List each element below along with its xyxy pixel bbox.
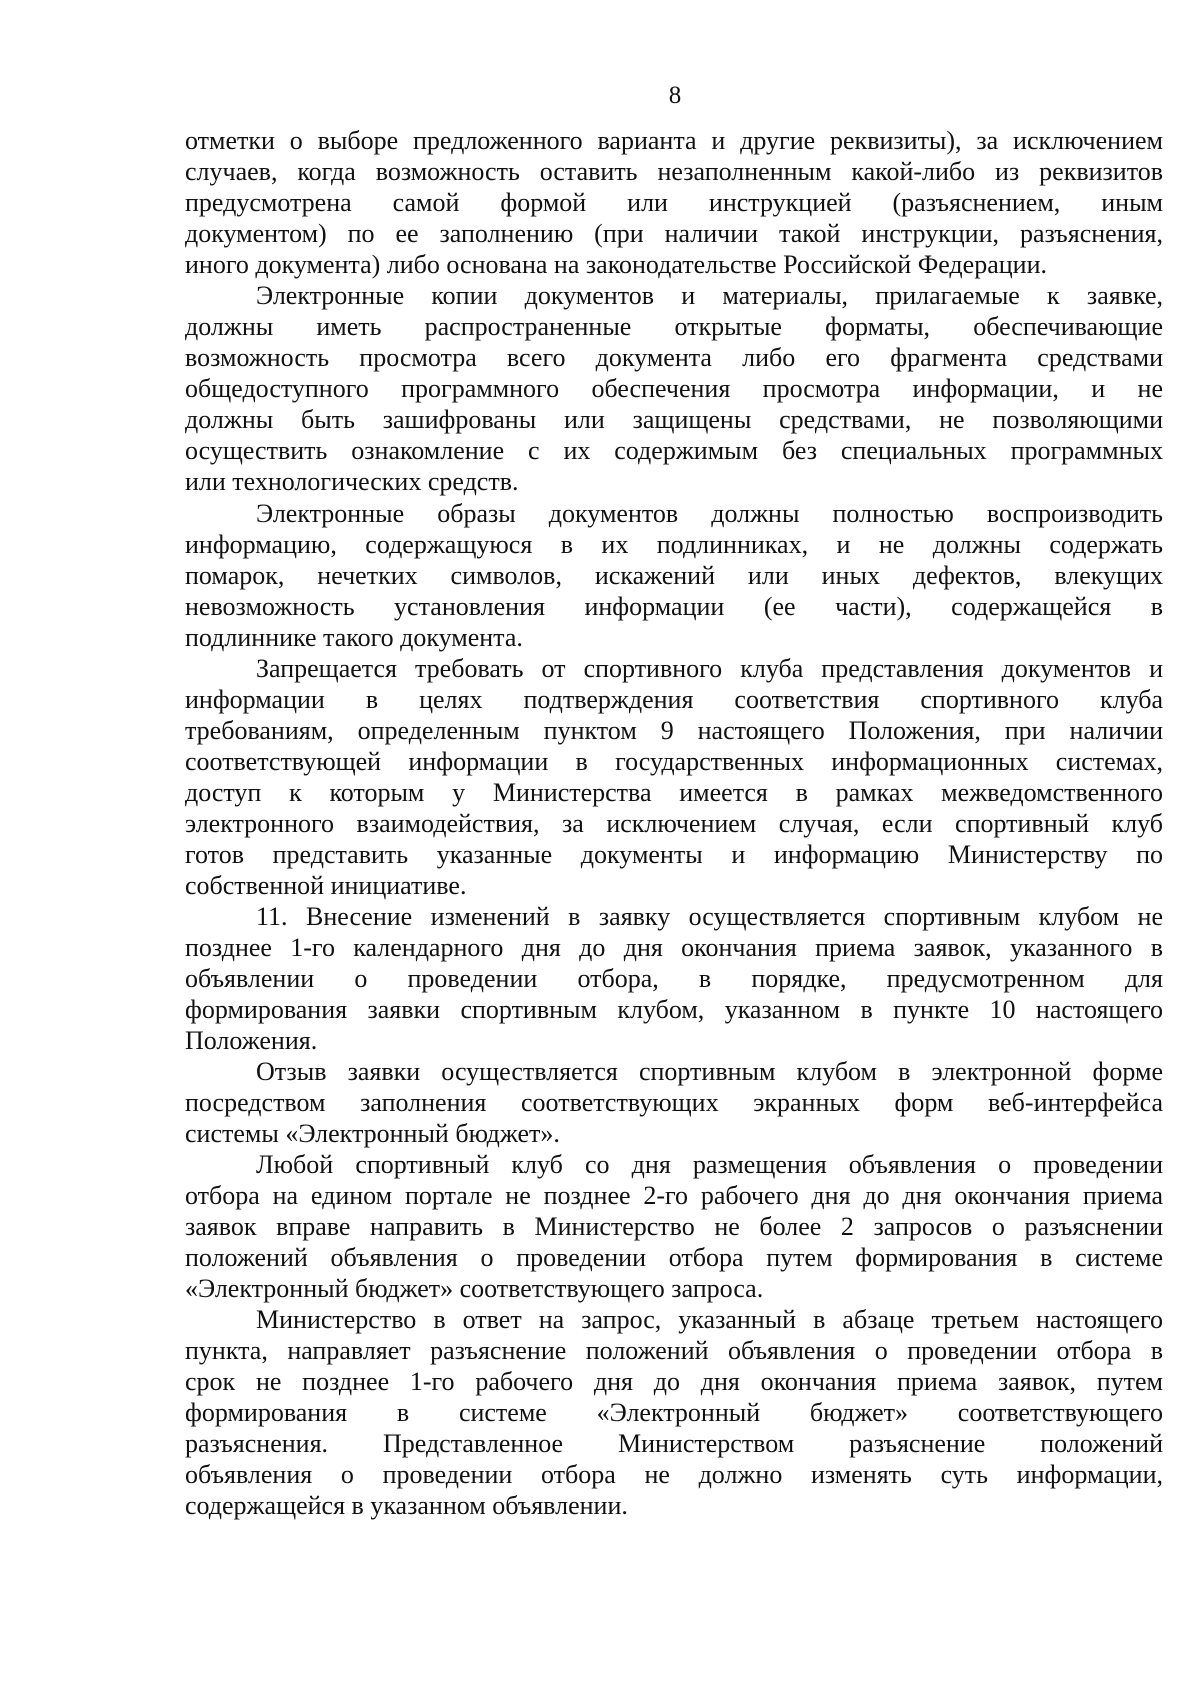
paragraph-line: предусмотрена самой формой или инструкцией (разъяснением, иным [185,188,1163,217]
paragraph-line: помарок, нечетких символов, искажений или иных дефектов, влекущих [185,561,1163,590]
paragraph-line: пункта, направляет разъяснение положений объявления о проведении отбора в [185,1336,1163,1365]
paragraph-line: требованиям, определенным пунктом 9 настоящего Положения, при наличии [185,716,1163,745]
paragraph-line: невозможность установления информации (ее части), содержащейся в [185,592,1163,621]
paragraph-line: формирования в системе «Электронный бюджет» соответствующего [185,1398,1163,1427]
paragraph-line: Запрещается требовать от спортивного клуба представления документов и [256,654,1163,683]
paragraph-line: посредством заполнения соответствующих экранных форм веб-интерфейса [185,1088,1163,1117]
paragraph-line: документом) по ее заполнению (при наличии такой инструкции, разъяснения, [185,219,1163,248]
paragraph-line: «Электронный бюджет» соответствующего запроса. [185,1274,764,1303]
paragraph-line: положений объявления о проведении отбора путем формирования в системе [185,1243,1163,1272]
paragraph-line: Министерство в ответ на запрос, указанный в абзаце третьем настоящего [256,1305,1163,1334]
paragraph-line: соответствующей информации в государственных информационных системах, [185,747,1163,776]
paragraph-line: должны быть зашифрованы или защищены средствами, не позволяющими [185,405,1163,434]
paragraph-line: системы «Электронный бюджет». [185,1119,560,1148]
paragraph-line: возможность просмотра всего документа либо его фрагмента средствами [185,343,1163,372]
paragraph-line: Отзыв заявки осуществляется спортивным клубом в электронной форме [256,1057,1163,1086]
paragraph-line: должны иметь распространенные открытые форматы, обеспечивающие [185,312,1163,341]
paragraph-line: отметки о выборе предложенного варианта и другие реквизиты), за исключением [185,126,1163,155]
paragraph-line: отбора на едином портале не позднее 2-го рабочего дня до дня окончания приема [185,1181,1163,1210]
paragraph-line: срок не позднее 1-го рабочего дня до дня окончания приема заявок, путем [185,1367,1163,1396]
paragraph-line: электронного взаимодействия, за исключением случая, если спортивный клуб [185,809,1163,838]
paragraph-line: осуществить ознакомление с их содержимым без специальных программных [185,436,1163,465]
paragraph-line: позднее 1-го календарного дня до дня окончания приема заявок, указанного в [185,933,1163,962]
paragraph-line: Электронные копии документов и материалы, прилагаемые к заявке, [256,281,1163,310]
paragraph-line: Положения. [185,1026,318,1055]
paragraph-line: 11. Внесение изменений в заявку осуществляется спортивным клубом не [256,902,1163,931]
paragraph-line: готов представить указанные документы и информацию Министерству по [185,840,1163,869]
paragraph-line: содержащейся в указанном объявлении. [185,1491,628,1520]
paragraph-line: общедоступного программного обеспечения просмотра информации, и не [185,374,1163,403]
paragraph-line: доступ к которым у Министерства имеется в рамках межведомственного [185,778,1163,807]
paragraph-line: подлиннике такого документа. [185,623,523,652]
page-number: 8 [668,82,682,109]
paragraph-line: иного документа) либо основана на законодательстве Российской Федерации. [185,250,1047,279]
paragraph-line: объявлении о проведении отбора, в порядке, предусмотренном для [185,964,1163,993]
paragraph-line: разъяснения. Представленное Министерством разъяснение положений [185,1429,1163,1458]
paragraph-line: случаев, когда возможность оставить незаполненным какой-либо из реквизитов [185,157,1163,186]
paragraph-line: информацию, содержащуюся в их подлинниках, и не должны содержать [185,530,1163,559]
paragraph-line: Электронные образы документов должны полностью воспроизводить [256,499,1163,528]
paragraph-line: информации в целях подтверждения соответствия спортивного клуба [185,685,1163,714]
paragraph-line: собственной инициативе. [185,871,467,900]
paragraph-line: формирования заявки спортивным клубом, указанном в пункте 10 настоящего [185,995,1163,1024]
paragraph-line: или технологических средств. [185,467,519,496]
paragraph-line: Любой спортивный клуб со дня размещения объявления о проведении [256,1150,1163,1179]
paragraph-line: объявления о проведении отбора не должно изменять суть информации, [185,1460,1163,1489]
paragraph-line: заявок вправе направить в Министерство не более 2 запросов о разъяснении [185,1212,1163,1241]
